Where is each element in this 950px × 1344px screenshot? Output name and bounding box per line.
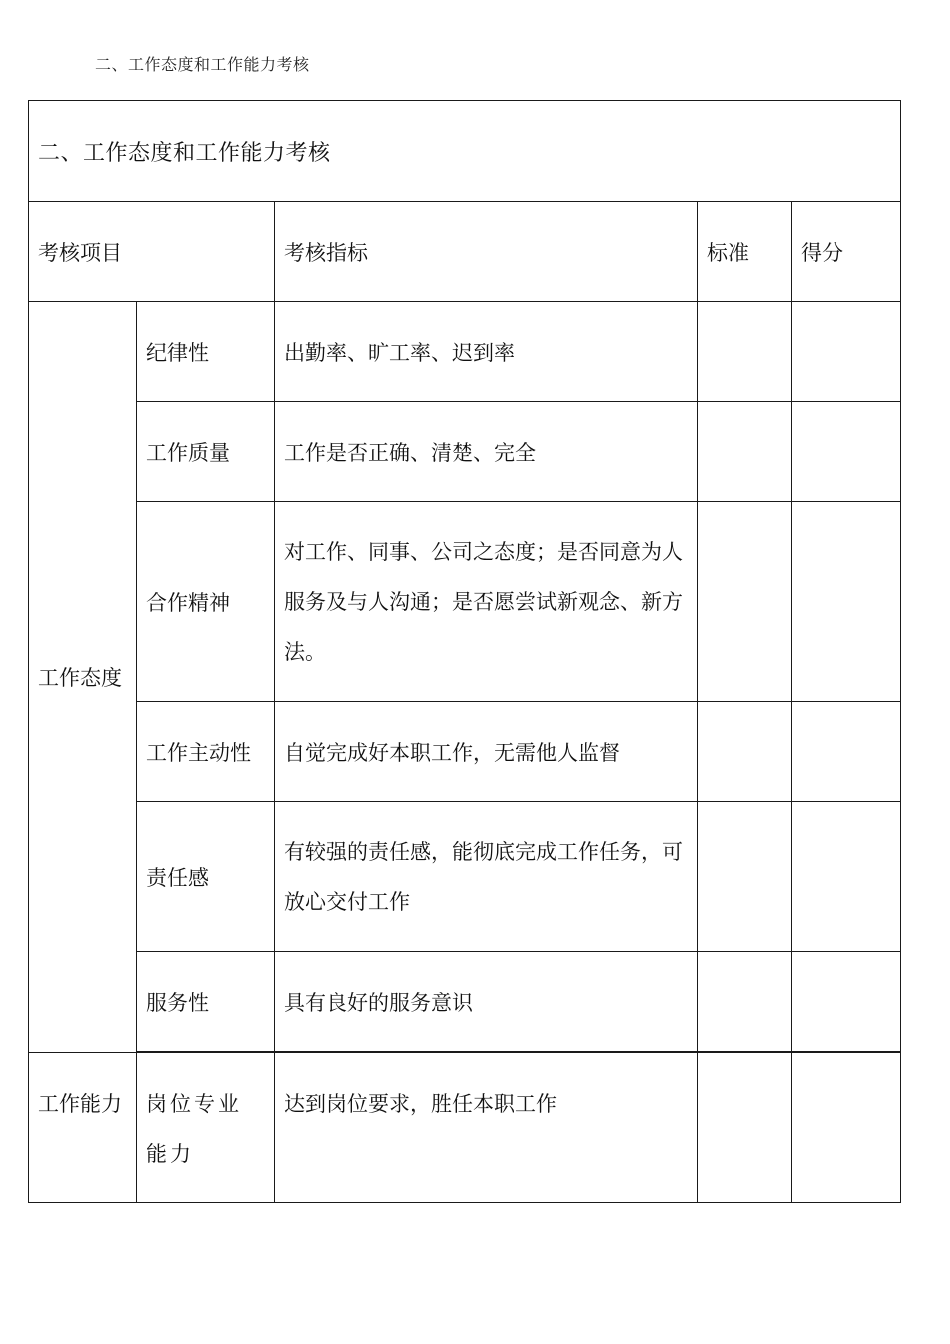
column-header-item: 考核项目 <box>29 202 275 302</box>
score-cell[interactable] <box>792 1053 901 1203</box>
sub-item-cell: 服务性 <box>137 952 275 1052</box>
score-cell[interactable] <box>792 402 901 502</box>
standard-cell[interactable] <box>698 302 792 402</box>
group-cell-attitude: 工作态度 <box>29 302 137 1053</box>
table-header-row <box>29 202 901 302</box>
group-cell-ability: 工作能力 <box>29 1053 137 1203</box>
table-title: 二、工作态度和工作能力考核 <box>29 101 901 202</box>
column-header-indicator: 考核指标 <box>275 202 698 302</box>
sub-item-cell: 工作质量 <box>137 402 275 502</box>
standard-cell[interactable] <box>698 1053 792 1203</box>
score-cell[interactable] <box>792 502 901 702</box>
indicator-cell: 有较强的责任感，能彻底完成工作任务，可放心交付工作 <box>275 802 698 952</box>
sub-item-cell: 岗位专业能力 <box>137 1053 275 1203</box>
sub-item-cell: 工作主动性 <box>137 702 275 802</box>
table-row <box>29 402 901 502</box>
table-row <box>29 1053 901 1203</box>
score-cell[interactable] <box>792 702 901 802</box>
score-cell[interactable] <box>792 802 901 952</box>
table-title-row <box>29 101 901 202</box>
standard-cell[interactable] <box>698 502 792 702</box>
table-row <box>29 952 901 1052</box>
score-cell[interactable] <box>792 952 901 1052</box>
indicator-cell: 具有良好的服务意识 <box>275 952 698 1052</box>
standard-cell[interactable] <box>698 702 792 802</box>
indicator-cell: 达到岗位要求，胜任本职工作 <box>275 1053 698 1203</box>
indicator-cell: 工作是否正确、清楚、完全 <box>275 402 698 502</box>
sub-item-cell: 合作精神 <box>137 502 275 702</box>
running-header: 二、工作态度和工作能力考核 <box>95 55 310 74</box>
sub-item-cell: 纪律性 <box>137 302 275 402</box>
indicator-cell: 对工作、同事、公司之态度；是否同意为人服务及与人沟通；是否愿尝试新观念、新方法。 <box>275 502 698 702</box>
table-row <box>29 502 901 702</box>
standard-cell[interactable] <box>698 802 792 952</box>
table-row <box>29 802 901 952</box>
score-cell[interactable] <box>792 302 901 402</box>
table-row <box>29 702 901 802</box>
standard-cell[interactable] <box>698 952 792 1052</box>
indicator-cell: 出勤率、旷工率、迟到率 <box>275 302 698 402</box>
column-header-score: 得分 <box>792 202 901 302</box>
column-header-standard: 标准 <box>698 202 792 302</box>
standard-cell[interactable] <box>698 402 792 502</box>
evaluation-table <box>28 100 901 1203</box>
sub-item-cell: 责任感 <box>137 802 275 952</box>
table-row <box>29 302 901 402</box>
indicator-cell: 自觉完成好本职工作，无需他人监督 <box>275 702 698 802</box>
